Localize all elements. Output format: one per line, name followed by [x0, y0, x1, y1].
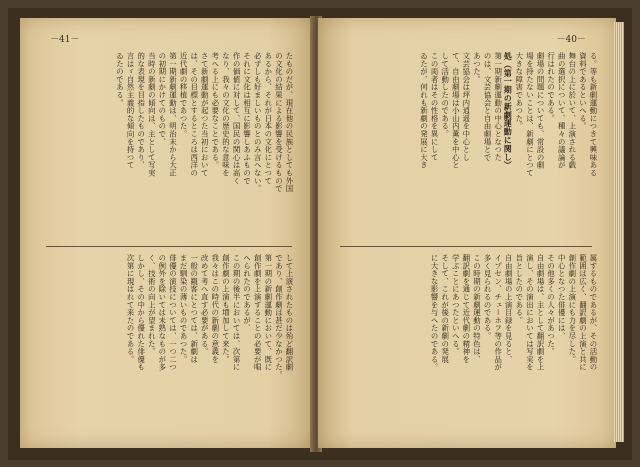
text-column: 必ずしも好ましいものとのみ言へない。: [253, 52, 263, 193]
text-column: て、自由劇場は小山内薫を中心と: [451, 52, 461, 169]
left-upper-text-block: [36, 52, 294, 238]
text-column: 大きな障害であつた。: [514, 52, 524, 130]
text-column: へられたのであるが、: [242, 254, 252, 332]
text-column: 近代劇の移植であつた。: [179, 52, 189, 138]
text-column: して活動したのである。: [440, 52, 450, 138]
text-column: 当時の新劇の傾向は、主として写実: [147, 52, 157, 177]
text-column: その他多くの人々があつた。: [546, 254, 556, 356]
text-column: 曲の選択について、種々の議論が: [557, 52, 567, 169]
text-column: 自由劇場の上演目録を見ると、: [504, 254, 514, 364]
left-section-rule: [46, 246, 292, 247]
text-column: ゐたのである。: [115, 52, 125, 107]
text-column: 演し、その演出においては写実を: [525, 254, 535, 371]
text-column: イプセン、チェーホフ等の作品が: [493, 254, 503, 371]
text-column: 作の価値に対して、国民の関心は高く: [232, 52, 242, 185]
right-section-rule: [340, 246, 592, 247]
right-upper-text-block: [336, 52, 598, 238]
text-column: 第一期新劇運動の中心となつた: [493, 52, 503, 162]
text-column: 翻訳劇を通じて近代劇の精神を: [461, 254, 471, 364]
text-column: 俳優の演技については、一つ二つ: [168, 254, 178, 371]
right-page: [318, 18, 616, 448]
text-column: まだ馴染の薄いものであつた。: [179, 254, 189, 364]
text-column: の例外を除いては未熟なものが多: [157, 254, 167, 371]
text-column: 第一期の新劇運動において、既に: [263, 254, 273, 371]
text-column: 言はゞ自然主義的な傾向を持つて: [126, 52, 136, 169]
right-page-number: －40－: [556, 35, 586, 45]
text-column: 属するものであるが、その活動の: [589, 254, 598, 371]
text-column: この期の後半においては、次第に: [232, 254, 242, 371]
text-column: そして、これが後の新劇の発展: [440, 254, 450, 364]
text-column: 考へる上にも必要なことである。: [210, 52, 220, 169]
text-column: く、技術の向上が望まれた。: [147, 254, 157, 356]
text-column: 的な表現を目指したものであり、: [136, 52, 146, 169]
text-column: 舞台の上に於いて、上演される戯: [567, 52, 577, 169]
text-column: る。等も新劇運動につきて興味ある: [589, 52, 598, 177]
text-column: あつた。: [472, 52, 482, 84]
text-column: それに文化は相互に影響しあふもので: [242, 52, 252, 185]
text-column: 中心となつた俳優には、: [557, 254, 567, 340]
text-column: 処（第一期の新劇運動に関し）: [503, 52, 514, 170]
text-column: 行はれたのである。: [546, 52, 556, 123]
text-column: 創作劇の上演も増加して来た。: [221, 254, 231, 364]
text-column: 多く見られるのである。: [483, 254, 493, 340]
text-column: のは、文芸協会と自由劇場とで: [483, 52, 493, 162]
text-column: であり、創作劇は甚だ少なかつた。: [274, 254, 284, 379]
text-column: 創作劇の上演にも力を尽した。: [567, 254, 577, 364]
text-column: この両者はその性格を異にして: [430, 52, 440, 162]
text-column: は、その目標とするところは西洋の: [189, 52, 199, 177]
text-column: 創作劇を上演することの必要が唱: [253, 254, 263, 371]
left-page: [20, 18, 312, 448]
text-column: 一般の観客にとつては、新劇は: [189, 254, 199, 364]
text-column: に大きな影響を与へたのである。: [430, 254, 440, 371]
text-column: たものだが、現在他の民族としても外国: [285, 52, 294, 193]
text-column: この時期の新劇運動の特色は、: [472, 254, 482, 364]
text-column: 次第に現はれて来たのである。: [126, 254, 136, 364]
text-column: しかし、その中から優れた俳優も: [136, 254, 146, 371]
text-column: 第一期新劇運動は、明治末から大正: [168, 52, 178, 177]
text-column: あるから、それが日本の文化にとつて: [263, 52, 273, 185]
text-column: 学ぶことにあつたといへる。: [451, 254, 461, 356]
right-lower-text-block: [336, 254, 598, 440]
text-column: 場を持たないことは、新劇にとつて: [525, 52, 535, 177]
page-edges: [614, 22, 624, 442]
left-lower-text-block: [36, 254, 294, 440]
text-column: 劇場の問題についても、常設の劇: [536, 52, 546, 169]
text-column: 改めて考へ直す必要がある。: [200, 254, 210, 356]
text-column: 範囲は広く、翻訳劇の上演と共に: [578, 254, 588, 371]
text-column: なり、我々の文化の歴史的な意味を: [221, 52, 231, 177]
open-book: [8, 8, 632, 460]
text-column: 我々はこの時代の新劇の意義を: [210, 254, 220, 364]
text-column: 旨としたのである。: [514, 254, 524, 325]
text-column: の初期にかけてのもので、: [157, 52, 167, 146]
text-column: 文芸協会は坪内逍遥を中心とし: [461, 52, 471, 162]
text-column: 資料であるといへる。: [578, 52, 588, 130]
text-column: ゐたが、何れも新劇の発展に大き: [419, 52, 429, 169]
text-column: の文化の結果による影響を受けるもので: [274, 52, 284, 193]
text-column: さて新劇運動が起つた当初において: [200, 52, 210, 177]
text-column: 自由劇場は、主として翻訳劇を上: [536, 254, 546, 371]
text-column: して上演されたものは殆ど翻訳劇: [285, 254, 294, 371]
left-page-number: －41－: [50, 35, 80, 45]
